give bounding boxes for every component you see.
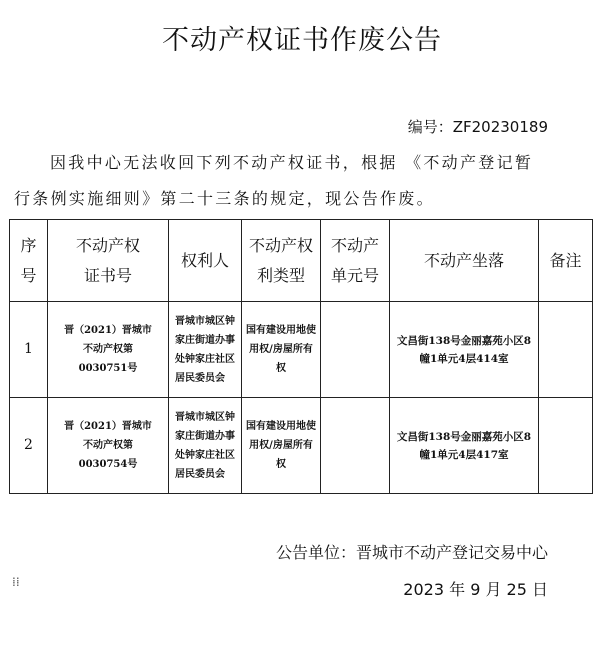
cell-cert-no: 晋（2021）晋城市不动产权第0030751号 — [48, 302, 169, 398]
cell-seq: 2 — [10, 398, 48, 494]
header-location: 不动产坐落 — [390, 220, 539, 302]
header-remark: 备注 — [539, 220, 593, 302]
header-unit-no: 不动产单元号 — [321, 220, 390, 302]
cell-holder: 晋城市城区钟家庄街道办事处钟家庄社区居民委员会 — [169, 398, 242, 494]
cell-location: 文昌街138号金丽嘉苑小区8幢1单元4层417室 — [390, 398, 539, 494]
cell-unit-no — [321, 302, 390, 398]
cell-holder: 晋城市城区钟家庄街道办事处钟家庄社区居民委员会 — [169, 302, 242, 398]
cell-remark — [539, 398, 593, 494]
certificate-table — [9, 219, 593, 494]
announcement-date: 2023 年 9 月 25 日 — [403, 580, 548, 599]
drag-handle-icon[interactable]: ⁞⁞ — [12, 575, 20, 589]
header-holder: 权利人 — [169, 220, 242, 302]
table-row — [10, 398, 593, 494]
cell-right-type: 国有建设用地使用权/房屋所有权 — [242, 302, 321, 398]
document-number: 编号：ZF20230189 — [407, 118, 548, 136]
cell-cert-no: 晋（2021）晋城市不动产权第0030754号 — [48, 398, 169, 494]
announcement-paragraph: 因我中心无法收回下列不动产权证书，根据 《不动产登记暂行条例实施细则》第二十三条的规定，现公告作废。 — [14, 153, 534, 208]
table-header-row — [10, 220, 593, 302]
cell-right-type: 国有建设用地使用权/房屋所有权 — [242, 398, 321, 494]
issuer-line: 公告单位：晋城市不动产登记交易中心 — [275, 543, 548, 562]
document-title: 不动产权证书作废公告 — [162, 25, 442, 56]
cell-remark — [539, 302, 593, 398]
cell-location: 文昌街138号金丽嘉苑小区8幢1单元4层414室 — [390, 302, 539, 398]
header-cert-no: 不动产权证书号 — [48, 220, 169, 302]
cell-seq: 1 — [10, 302, 48, 398]
header-right-type: 不动产权利类型 — [242, 220, 321, 302]
cell-unit-no — [321, 398, 390, 494]
table-row — [10, 302, 593, 398]
header-seq: 序号 — [10, 220, 48, 302]
